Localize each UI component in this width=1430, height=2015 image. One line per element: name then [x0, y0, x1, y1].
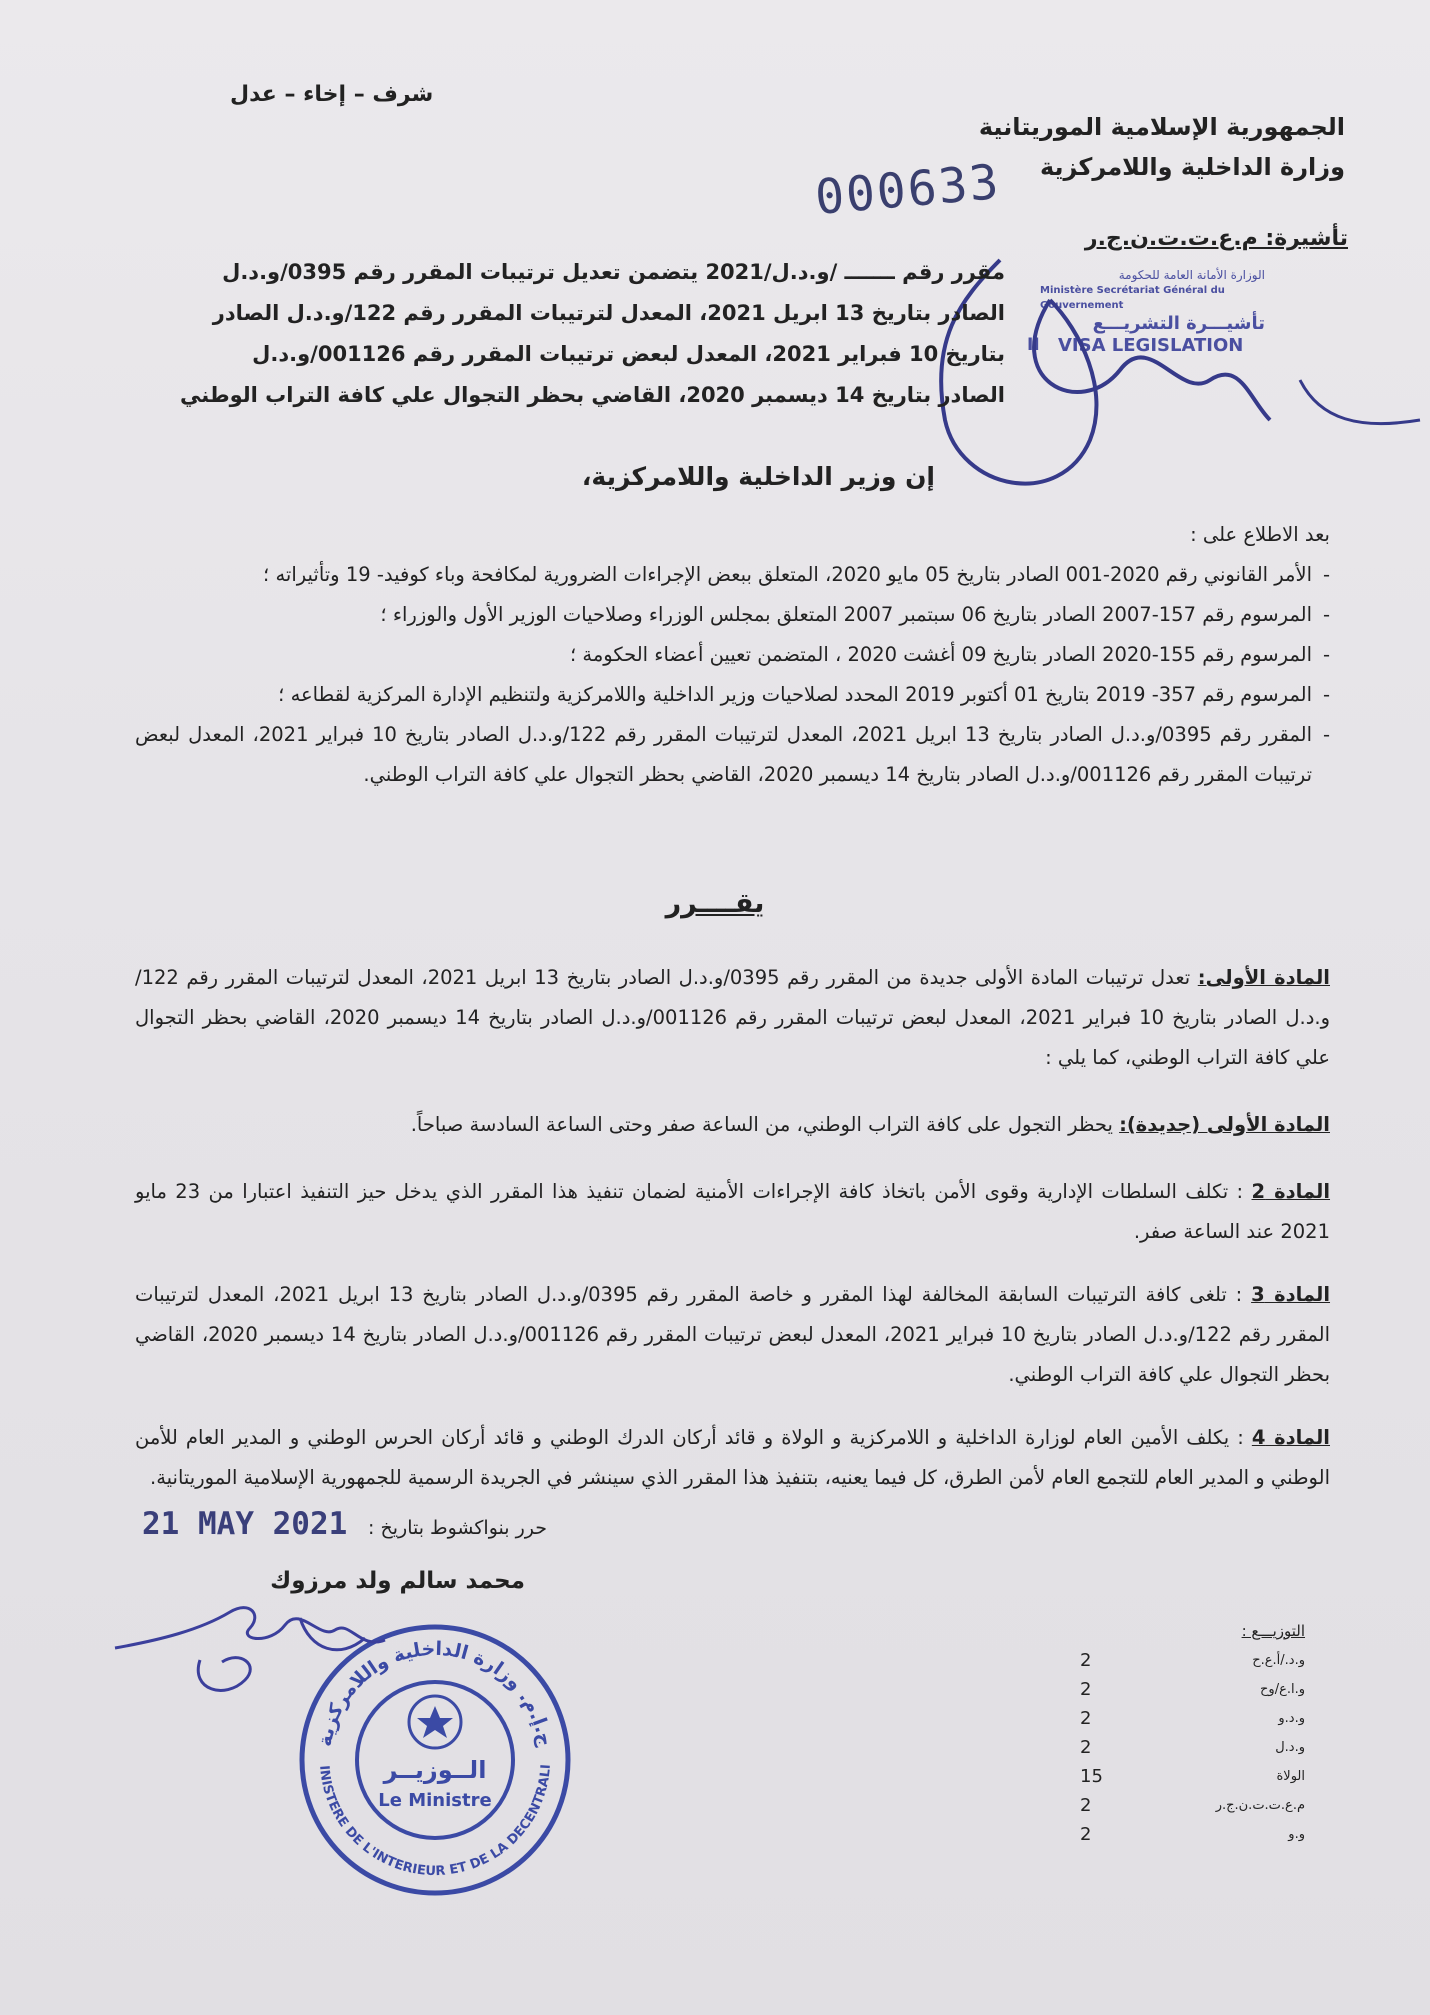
- distribution-list: [1080, 1622, 1305, 1849]
- decision-title-line: الصادر بتاريخ 14 ديسمبر 2020، القاضي بحظر التجوال علي كافة التراب الوطني: [180, 383, 1005, 407]
- seal-bottom-text: RIM - MINISTERE DE L'INTERIEUR ET DE LA DECENTRALISATION: [283, 1599, 554, 1880]
- distribution-row: [1080, 1675, 1305, 1704]
- signer-name: محمد سالم ولد مرزوك: [270, 1568, 525, 1594]
- article-text: : يكلف الأمين العام لوزارة الداخلية و اللامركزية و الولاة و قائد أركان الدرك الوطني و قائد أركان الحرس الوطني و المدير العام للأمن الوطني و المدير العام للتجمع العام لأمن الطرق، كل فيما يعنيه، بتنفيذ هذا المقرر الذي سينشر في الجريدة الرسمية للجمهورية الإسلامية الموريتانية.: [135, 1426, 1330, 1489]
- decides-heading: يقــــرر: [665, 888, 765, 919]
- preamble-item: - المرسوم رقم 155-2020 الصادر بتاريخ 09 أغشت 2020 ، المتضمن تعيين أعضاء الحكومة ؛: [135, 635, 1330, 675]
- visa-label: تأشيرة: م.ع.ت.ت.ن.ج.ر: [1084, 226, 1348, 251]
- preamble-item: - المرسوم رقم 357- 2019 بتاريخ 01 أكتوبر 2019 المحدد لصلاحيات وزير الداخلية واللامركزية ولتنظيم الإدارة المركزية لقطاعه ؛: [135, 675, 1330, 715]
- distribution-qty: 2: [1080, 1795, 1092, 1816]
- article-text: : تكلف السلطات الإدارية وقوى الأمن باتخاذ كافة الإجراءات الأمنية لضمان تنفيذ هذا المقرر الذي يدخل حيز التنفيذ اعتبارا من 23 مايو 2021 عند الساعة صفر.: [135, 1180, 1330, 1243]
- distribution-qty: 2: [1080, 1824, 1092, 1845]
- seal-top-text: ج.إ.م. وزارة الداخلية واللامركزية: [313, 1637, 557, 1749]
- article-label: المادة الأولى (جديدة):: [1119, 1113, 1330, 1136]
- seal-center-ar: الــوزيــر: [383, 1756, 487, 1784]
- visa-stamp-ar-1: الوزارة الأمانة العامة للحكومة: [1118, 268, 1265, 282]
- distribution-name: م.ع.ت.ت.ن.ج.ر: [1215, 1798, 1305, 1813]
- distribution-title: التوزيـــع :: [1241, 1622, 1305, 1640]
- signature-stroke: [115, 1608, 385, 1648]
- distribution-row: [1080, 1791, 1305, 1820]
- article-text: : تلغى كافة الترتيبات السابقة المخالفة لهذا المقرر و خاصة المقرر رقم 0395/و.د.ل الصادر بتاريخ 13 ابريل 2021، المعدل لترتيبات المقرر رقم 122/و.د.ل الصادر بتاريخ 10 فبراير 2021، المعدل لبعض ترتيبات المقرر رقم 001126/و.د.ل الصادر بتاريخ 14 ديسمبر 2020، القاضي بحظر التجوال علي كافة التراب الوطني.: [135, 1283, 1331, 1386]
- distribution-qty: 2: [1080, 1708, 1092, 1729]
- visa-stamp-ar-2: تأشيـــرة التشريـــع: [1092, 313, 1265, 334]
- preamble-item: - المقرر رقم 0395/و.د.ل الصادر بتاريخ 13 ابريل 2021، المعدل لترتيبات المقرر رقم 122/و.د.ل الصادر بتاريخ 10 فبراير 2021، المعدل لبعض ترتيبات المقرر رقم 001126/و.د.ل الصادر بتاريخ 14 ديسمبر 2020، القاضي بحظر التجوال علي كافة التراب الوطني.: [135, 715, 1330, 795]
- decision-title-line: مقرر رقم ـــــــ /و.د.ل/2021 يتضمن تعديل ترتيبات المقرر رقم 0395/و.د.ل: [222, 260, 1005, 284]
- place-date-label: حرر بنواكشوط بتاريخ :: [368, 1517, 547, 1539]
- republic-name: الجمهورية الإسلامية الموريتانية: [978, 113, 1345, 141]
- distribution-name: و.د./أ.ع.ح: [1252, 1653, 1305, 1668]
- preamble-intro: بعد الاطلاع على :: [1190, 523, 1330, 546]
- distribution-name: الولاة: [1276, 1769, 1305, 1784]
- seal-center-fr: Le Ministre: [378, 1790, 492, 1811]
- article-label: المادة 4: [1251, 1426, 1330, 1449]
- distribution-qty: 2: [1080, 1679, 1092, 1700]
- distribution-row: [1080, 1704, 1305, 1733]
- national-motto: شرف – إخاء – عدل: [230, 82, 434, 107]
- ministry-name: وزارة الداخلية واللامركزية: [1039, 153, 1345, 181]
- article-text: تعدل ترتيبات المادة الأولى جديدة من المقرر رقم 0395/و.د.ل الصادر بتاريخ 13 ابريل 2021، المعدل لترتيبات المقرر رقم 122/و.د.ل الصادر بتاريخ 10 فبراير 2021، المعدل لبعض ترتيبات المقرر رقم 001126/و.د.ل الصادر بتاريخ 14 ديسمبر 2020، القاضي بحظر التجوال علي كافة التراب الوطني، كما يلي :: [135, 966, 1331, 1069]
- distribution-row: [1080, 1646, 1305, 1675]
- article-label: المادة الأولى:: [1197, 966, 1330, 989]
- distribution-name: و.ا.ع/وح: [1260, 1682, 1305, 1697]
- visa-stamp-fr: Ministère Secrétariat Général du Gouvernement: [1040, 285, 1225, 311]
- distribution-row: [1080, 1733, 1305, 1762]
- visa-stamp-en: VISA LEGISLATION: [1058, 335, 1244, 356]
- minister-heading: إن وزير الداخلية واللامركزية،: [581, 462, 935, 491]
- article-label: المادة 3: [1251, 1283, 1331, 1306]
- preamble-item: - الأمر القانوني رقم 2020-001 الصادر بتاريخ 05 مايو 2020، المتعلق ببعض الإجراءات الضرورية لمكافحة وباء كوفيد- 19 وتأثيراته ؛: [135, 555, 1330, 595]
- distribution-qty: 2: [1080, 1737, 1092, 1758]
- distribution-name: و.و: [1288, 1827, 1305, 1842]
- distribution-table: [1080, 1646, 1305, 1849]
- distribution-row: [1080, 1762, 1305, 1791]
- serial-number: 000633: [812, 154, 1003, 226]
- date-stamp: 21 MAY 2021: [142, 1506, 348, 1542]
- distribution-qty: 15: [1080, 1766, 1103, 1787]
- distribution-name: و.د.و: [1278, 1711, 1305, 1726]
- preamble-item: - المرسوم رقم 157-2007 الصادر بتاريخ 06 سبتمبر 2007 المتعلق بمجلس الوزراء وصلاحيات الوزير الأول والوزراء ؛: [135, 595, 1330, 635]
- distribution-name: و.د.ل: [1275, 1740, 1305, 1755]
- decision-title-line: الصادر بتاريخ 13 ابريل 2021، المعدل لترتيبات المقرر رقم 122/و.د.ل الصادر: [212, 301, 1005, 325]
- article-text: يحظر التجول على كافة التراب الوطني، من الساعة صفر وحتى الساعة السادسة صباحاً.: [410, 1113, 1120, 1136]
- visa-stamp-mark: II: [1027, 335, 1040, 355]
- distribution-qty: 2: [1080, 1650, 1092, 1671]
- decision-title-line: بتاريخ 10 فبراير 2021، المعدل لبعض ترتيبات المقرر رقم 001126/و.د.ل: [252, 342, 1005, 366]
- signature-loop: [198, 1658, 250, 1691]
- article-label: المادة 2: [1251, 1180, 1331, 1203]
- distribution-row: [1080, 1820, 1305, 1849]
